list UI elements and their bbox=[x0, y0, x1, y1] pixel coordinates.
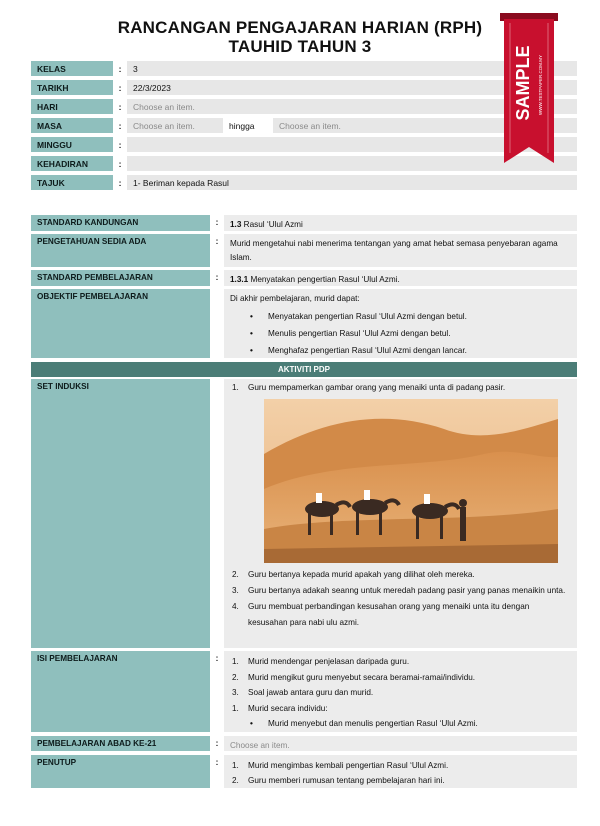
label-objektif: OBJEKTIF PEMBELAJARAN bbox=[31, 289, 210, 359]
item-number: 2. bbox=[232, 776, 239, 785]
row-pengetahuan bbox=[31, 234, 577, 268]
list-item: • Menulis pengertian Rasul ‘Ulul Azmi dengan betul. bbox=[230, 325, 571, 342]
row-objektif bbox=[31, 289, 577, 359]
item-text: Guru mempamerkan gambar orang yang menaiki unta di padang pasir. bbox=[248, 383, 506, 392]
row-hari bbox=[31, 99, 577, 115]
colon: : bbox=[215, 273, 219, 282]
row-masa bbox=[31, 118, 577, 134]
colon: : bbox=[118, 178, 122, 188]
set-induksi-list bbox=[230, 381, 571, 395]
colon: : bbox=[215, 237, 219, 246]
item-number: 4. bbox=[232, 602, 239, 611]
list-item bbox=[230, 381, 571, 395]
label-kelas: KELAS bbox=[31, 61, 113, 77]
item-number: 3. bbox=[232, 688, 239, 697]
item-number: 1. bbox=[232, 761, 239, 770]
label-isi-pembelajaran: ISI PEMBELAJARAN bbox=[31, 651, 210, 733]
row-tarikh bbox=[31, 80, 577, 96]
colon: : bbox=[118, 83, 122, 93]
sample-ribbon-icon bbox=[500, 13, 558, 173]
sp-code: 1.3.1 bbox=[230, 275, 249, 284]
item-text: Murid mendengar penjelasan daripada guru. bbox=[248, 657, 410, 666]
sk-code: 1.3 bbox=[230, 220, 242, 229]
label-set-induksi: SET INDUKSI bbox=[31, 379, 210, 649]
colon: : bbox=[215, 739, 219, 748]
select-abad-21[interactable]: Choose an item. bbox=[224, 736, 577, 752]
label-hingga: hingga bbox=[223, 118, 273, 134]
label-kehadiran: KEHADIRAN bbox=[31, 156, 113, 172]
set-induksi-list-2 bbox=[230, 567, 571, 631]
colon: : bbox=[118, 64, 122, 74]
label-masa: MASA bbox=[31, 118, 113, 134]
colon-spacer bbox=[210, 289, 224, 359]
list-item: • Menyatakan pengertian Rasul ‘Ulul Azmi dengan betul. bbox=[230, 308, 571, 325]
ribbon-url: WWW.TESTPAPER.COM.MY bbox=[538, 55, 543, 115]
camel-desert-image bbox=[264, 399, 558, 563]
colon: : bbox=[118, 159, 122, 169]
row-kehadiran bbox=[31, 156, 577, 172]
row-minggu bbox=[31, 137, 577, 153]
value-objektif bbox=[224, 289, 577, 359]
colon: : bbox=[215, 654, 219, 663]
list-item: • Murid menyebut dan menulis pengertian Rasul ‘Ulul Azmi. bbox=[230, 716, 571, 732]
list-item bbox=[230, 567, 571, 583]
row-tajuk bbox=[31, 175, 577, 191]
penutup-list bbox=[230, 758, 571, 788]
value-tarikh[interactable]: 22/3/2023 bbox=[127, 80, 577, 96]
item-number: 1. bbox=[232, 657, 239, 666]
item-text: Murid secara individu: bbox=[248, 703, 328, 713]
value-standard-kandungan bbox=[224, 215, 577, 232]
item-number: 3. bbox=[232, 586, 239, 595]
list-item bbox=[230, 685, 571, 701]
select-masa-from[interactable]: Choose an item. bbox=[127, 118, 223, 134]
isi-list bbox=[230, 654, 571, 716]
row-standard-kandungan bbox=[31, 215, 577, 232]
value-kelas[interactable]: 3 bbox=[127, 61, 577, 77]
item-number: 1. bbox=[232, 383, 239, 392]
objektif-list bbox=[230, 308, 571, 359]
list-item bbox=[230, 701, 571, 717]
label-standard-kandungan: STANDARD KANDUNGAN bbox=[31, 215, 210, 232]
item-text: Guru bertanya adakah seanng untuk meredah padang pasir yang panas menaikin unta. bbox=[248, 586, 566, 595]
sk-text: Rasul ‘Ulul Azmi bbox=[243, 220, 303, 229]
label-tarikh: TARIKH bbox=[31, 80, 113, 96]
item-number: 1. bbox=[232, 703, 239, 713]
item-number: 2. bbox=[232, 570, 239, 579]
label-hari: HARI bbox=[31, 99, 113, 115]
row-set-induksi bbox=[31, 379, 577, 649]
list-item bbox=[230, 583, 571, 599]
row-abad-21 bbox=[31, 736, 577, 752]
list-item bbox=[230, 670, 571, 686]
label-abad-21: PEMBELAJARAN ABAD KE-21 bbox=[31, 736, 210, 752]
label-standard-pembelajaran: STANDARD PEMBELAJARAN bbox=[31, 270, 210, 287]
row-kelas bbox=[31, 61, 577, 77]
value-isi-pembelajaran bbox=[224, 651, 577, 733]
value-set-induksi bbox=[224, 379, 577, 649]
item-number: 2. bbox=[232, 672, 239, 682]
item-text: Murid mengimbas kembali pengertian Rasul ‘Ulul Azmi. bbox=[248, 761, 449, 770]
row-penutup bbox=[31, 755, 577, 789]
label-pengetahuan: PENGETAHUAN SEDIA ADA bbox=[31, 234, 210, 268]
ribbon-text: SAMPLE bbox=[513, 45, 533, 121]
colon: : bbox=[118, 121, 122, 131]
row-standard-pembelajaran bbox=[31, 270, 577, 287]
value-tajuk[interactable]: 1- Beriman kepada Rasul bbox=[127, 175, 577, 191]
select-hari[interactable]: Choose an item. bbox=[127, 99, 577, 115]
list-item bbox=[230, 773, 571, 788]
label-tajuk: TAJUK bbox=[31, 175, 113, 191]
colon: : bbox=[215, 218, 219, 227]
colon: : bbox=[118, 102, 122, 112]
select-masa-to[interactable]: Choose an item. bbox=[273, 118, 577, 134]
colon-spacer bbox=[210, 379, 224, 649]
colon: : bbox=[118, 140, 122, 150]
item-text: Soal jawab antara guru dan murid. bbox=[248, 688, 374, 697]
item-text: Guru bertanya kepada murid apakah yang dilihat oleh mereka. bbox=[248, 570, 475, 579]
list-item: • Menghafaz pengertian Rasul ‘Ulul Azmi dengan lancar. bbox=[230, 342, 571, 359]
colon: : bbox=[215, 758, 219, 767]
objektif-intro: Di akhir pembelajaran, murid dapat: bbox=[230, 294, 360, 303]
label-penutup: PENUTUP bbox=[31, 755, 210, 789]
item-text: Guru membuat perbandingan kesusahan orang yang menaiki unta itu dengan kesusahan para nabi ulu azmi. bbox=[248, 602, 530, 627]
isi-sub-list bbox=[230, 716, 571, 732]
title-line-1: RANCANGAN PENGAJARAN HARIAN (RPH) bbox=[117, 18, 483, 37]
label-minggu: MINGGU bbox=[31, 137, 113, 153]
list-item bbox=[230, 654, 571, 670]
value-standard-pembelajaran bbox=[224, 270, 577, 287]
value-penutup bbox=[224, 755, 577, 789]
sp-text: Menyatakan pengertian Rasul ‘Ulul Azmi. bbox=[250, 275, 400, 284]
title-line-2: TAUHID TAHUN 3 bbox=[228, 37, 372, 56]
list-item bbox=[230, 599, 571, 631]
value-pengetahuan: Murid mengetahui nabi menerima tentangan yang amat hebat semasa penyebaran agama Islam. bbox=[224, 234, 577, 268]
aktiviti-header: AKTIVITI PDP bbox=[31, 362, 577, 377]
list-item bbox=[230, 758, 571, 773]
item-text: Murid mengikut guru menyebut secara beramai-ramai/individu. bbox=[248, 672, 476, 682]
item-text: Guru memberi rumusan tentang pembelajaran hari ini. bbox=[248, 776, 445, 785]
row-isi-pembelajaran bbox=[31, 651, 577, 733]
